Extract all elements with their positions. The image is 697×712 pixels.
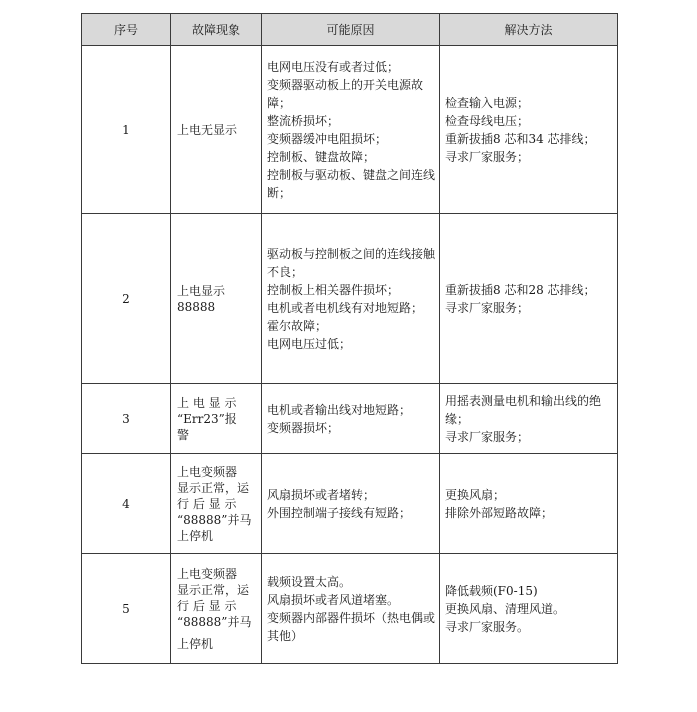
- row-number: 2: [82, 214, 171, 384]
- cause-line: 载频设置太高。: [267, 574, 352, 589]
- symptom-line: 警: [177, 427, 190, 442]
- symptom-cell: [171, 46, 262, 214]
- cause-cell: [262, 384, 440, 454]
- table-row: [82, 214, 618, 384]
- row-number: 4: [82, 454, 171, 554]
- solution-line: 用摇表测量电机和输出线的绝缘；: [445, 393, 602, 426]
- cause-cell: [262, 214, 440, 384]
- cause-cell: [262, 454, 440, 554]
- table-row: [82, 46, 618, 214]
- solution-line: 降低载频(F0-15): [445, 583, 538, 598]
- symptom-line: 行 后 显 示: [177, 496, 237, 511]
- table-row: [82, 554, 618, 664]
- cause-line: 变频器驱动板上的开关电源故障；: [267, 77, 424, 110]
- solution-cell: [440, 554, 618, 664]
- solution-line: 检查母线电压；: [445, 113, 530, 128]
- symptom-line: 行 后 显 示: [177, 598, 237, 613]
- header-row: [82, 14, 618, 46]
- row-number: 5: [82, 554, 171, 664]
- symptom-cell: [171, 554, 262, 664]
- symptom-line: 上电无显示: [177, 122, 238, 137]
- solution-cell: [440, 214, 618, 384]
- symptom-line: 显示正常，运: [177, 582, 250, 597]
- symptom-line: 上电变频器: [177, 566, 238, 581]
- cause-line: 控制板上相关器件损坏；: [267, 282, 400, 297]
- solution-line: 更换风扇、清理风道。: [445, 601, 566, 616]
- solution-line: 寻求厂家服务；: [445, 149, 530, 164]
- cause-line: 电网电压没有或者过低；: [267, 59, 400, 74]
- cause-line: 变频器缓冲电阻损坏；: [267, 131, 388, 146]
- cause-line: 电机或者输出线对地短路；: [267, 402, 412, 417]
- symptom-line: 上电变频器: [177, 464, 238, 479]
- header-no: 序号: [82, 14, 171, 46]
- cause-line: 变频器内部器件损坏（热电偶或 其他）: [267, 610, 439, 643]
- symptom-line: 上 电 显 示: [177, 395, 237, 410]
- cause-cell: [262, 46, 440, 214]
- cause-line: 变频器损坏；: [267, 420, 340, 435]
- row-number: 3: [82, 384, 171, 454]
- cause-line: 整流桥损坏；: [267, 113, 340, 128]
- header-symptom: 故障现象: [171, 14, 262, 46]
- symptom-line: “88888”并马: [177, 512, 252, 527]
- symptom-line: “Err23”报: [177, 411, 237, 426]
- solution-cell: [440, 384, 618, 454]
- symptom-line: 上停机: [177, 636, 214, 651]
- symptom-line: 上电显示88888: [177, 283, 226, 314]
- symptom-cell: [171, 384, 262, 454]
- symptom-line: 上停机: [177, 528, 214, 543]
- solution-line: 排除外部短路故障；: [445, 505, 554, 520]
- solution-line: 更换风扇；: [445, 487, 506, 502]
- fault-table: [81, 13, 618, 664]
- solution-cell: [440, 46, 618, 214]
- solution-line: 重新拔插8 芯和28 芯排线；: [445, 282, 596, 297]
- cause-line: 控制板、键盘故障；: [267, 149, 376, 164]
- symptom-line: 显示正常，运: [177, 480, 250, 495]
- cause-line: 电网电压过低；: [267, 336, 352, 351]
- cause-cell: [262, 554, 440, 664]
- cause-line: 风扇损坏或者风道堵塞。: [267, 592, 400, 607]
- header-cause: 可能原因: [262, 14, 440, 46]
- solution-line: 重新拔插8 芯和34 芯排线；: [445, 131, 596, 146]
- cause-line: 风扇损坏或者堵转；: [267, 487, 376, 502]
- cause-line: 霍尔故障；: [267, 318, 328, 333]
- symptom-cell: [171, 454, 262, 554]
- cause-line: 外围控制端子接线有短路；: [267, 505, 412, 520]
- solution-line: 检查输入电源；: [445, 95, 530, 110]
- symptom-cell: [171, 214, 262, 384]
- solution-line: 寻求厂家服务；: [445, 429, 530, 444]
- row-number: 1: [82, 46, 171, 214]
- symptom-line: “88888”并马: [177, 614, 252, 629]
- header-solution: 解决方法: [440, 14, 618, 46]
- solution-line: 寻求厂家服务；: [445, 300, 530, 315]
- cause-line: 电机或者电机线有对地短路；: [267, 300, 424, 315]
- cause-line: 控制板与驱动板、键盘之间连线断；: [267, 167, 436, 200]
- solution-line: 寻求厂家服务。: [445, 619, 530, 634]
- table-row: [82, 384, 618, 454]
- table-row: [82, 454, 618, 554]
- cause-line: 驱动板与控制板之间的连线接触 不良；: [267, 246, 439, 279]
- solution-cell: [440, 454, 618, 554]
